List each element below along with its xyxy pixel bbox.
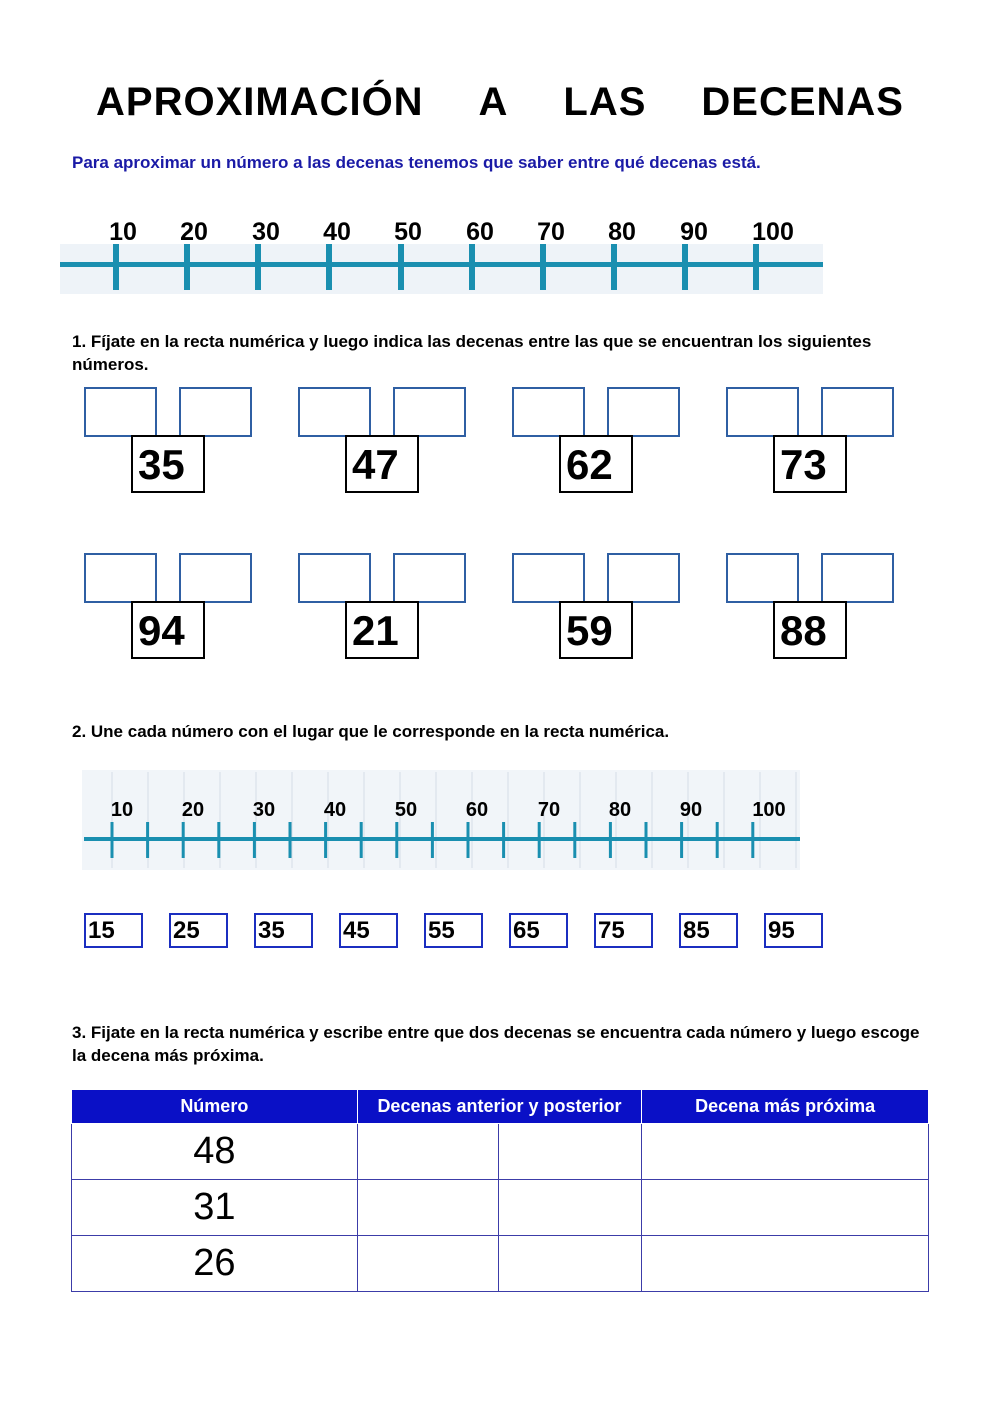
answer-box-lower[interactable] <box>298 387 371 437</box>
exercise-group <box>84 553 254 663</box>
title-word: APROXIMACIÓN <box>96 79 424 124</box>
tick-label: 60 <box>465 799 489 821</box>
answer-cell-upper[interactable] <box>499 1180 642 1236</box>
approximation-table <box>71 1089 929 1292</box>
target-number: 88 <box>773 601 847 659</box>
tick-mark <box>289 822 292 858</box>
draggable-number-box[interactable]: 75 <box>594 913 653 948</box>
header-decena-proxima: Decena más próxima <box>642 1090 929 1124</box>
question-3-text: 3. Fijate en la recta numérica y escribe entre que dos decenas se encuentra cada número y luego escoge la decena más próxima. <box>72 1023 920 1065</box>
answer-box-lower[interactable] <box>726 553 799 603</box>
header-decenas: Decenas anterior y posterior <box>357 1090 642 1124</box>
answer-box-upper[interactable] <box>393 553 466 603</box>
answer-box-upper[interactable] <box>821 387 894 437</box>
draggable-number-box[interactable]: 55 <box>424 913 483 948</box>
answer-box-lower[interactable] <box>298 553 371 603</box>
title-word: DECENAS <box>701 79 904 124</box>
tick-label: 40 <box>323 799 347 821</box>
target-number: 62 <box>559 435 633 493</box>
tick-mark <box>540 244 546 290</box>
table-row <box>72 1124 929 1180</box>
target-number: 94 <box>131 601 205 659</box>
exercise-group <box>84 387 254 497</box>
tick-mark <box>182 822 185 858</box>
question-2-text: 2. Une cada número con el lugar que le corresponde en la recta numérica. <box>72 722 670 741</box>
answer-box-lower[interactable] <box>512 387 585 437</box>
draggable-number-box[interactable]: 95 <box>764 913 823 948</box>
exercise-group <box>298 387 468 497</box>
answer-box-lower[interactable] <box>84 387 157 437</box>
exercise-group <box>726 387 896 497</box>
draggable-number-box[interactable]: 45 <box>339 913 398 948</box>
tick-mark <box>113 244 119 290</box>
tick-mark <box>680 822 683 858</box>
tick-mark <box>360 822 363 858</box>
tick-mark <box>753 244 759 290</box>
answer-cell-nearest[interactable] <box>642 1124 929 1180</box>
draggable-number-box[interactable]: 25 <box>169 913 228 948</box>
answer-cell-nearest[interactable] <box>642 1180 929 1236</box>
title-word: LAS <box>563 79 647 124</box>
row-number: 26 <box>72 1236 358 1292</box>
exercise-group <box>512 553 682 663</box>
tick-label: 10 <box>110 799 134 821</box>
page-title <box>96 78 904 126</box>
tick-mark <box>146 822 149 858</box>
target-number: 47 <box>345 435 419 493</box>
answer-cell-lower[interactable] <box>357 1180 499 1236</box>
tick-label: 80 <box>608 799 632 821</box>
tick-mark <box>751 822 754 858</box>
tick-label: 70 <box>537 218 565 246</box>
answer-box-lower[interactable] <box>726 387 799 437</box>
intro-text: Para aproximar un número a las decenas tenemos que saber entre qué decenas está. <box>72 153 761 172</box>
tick-label: 90 <box>680 218 708 246</box>
tick-mark <box>255 244 261 290</box>
answer-cell-nearest[interactable] <box>642 1236 929 1292</box>
draggable-number-box[interactable]: 85 <box>679 913 738 948</box>
title-word: A <box>478 79 509 124</box>
draggable-number-box[interactable]: 35 <box>254 913 313 948</box>
table-row <box>72 1180 929 1236</box>
axis-line <box>84 837 800 841</box>
tick-mark <box>253 822 256 858</box>
target-number: 35 <box>131 435 205 493</box>
tick-mark <box>431 822 434 858</box>
answer-cell-upper[interactable] <box>499 1236 642 1292</box>
tick-mark <box>502 822 505 858</box>
exercise-group <box>726 553 896 663</box>
tick-label: 100 <box>752 799 786 821</box>
tick-label: 100 <box>752 218 794 246</box>
exercise-group <box>512 387 682 497</box>
tick-mark <box>611 244 617 290</box>
answer-cell-upper[interactable] <box>499 1124 642 1180</box>
tick-mark <box>609 822 612 858</box>
answer-cell-lower[interactable] <box>357 1124 499 1180</box>
header-numero: Número <box>72 1090 358 1124</box>
tick-label: 70 <box>537 799 561 821</box>
tick-mark <box>467 822 470 858</box>
tick-label: 30 <box>252 218 280 246</box>
tick-label: 50 <box>394 218 422 246</box>
tick-mark <box>682 244 688 290</box>
answer-box-upper[interactable] <box>179 387 252 437</box>
answer-cell-lower[interactable] <box>357 1236 499 1292</box>
target-number: 59 <box>559 601 633 659</box>
tick-label: 50 <box>394 799 418 821</box>
tick-mark <box>324 822 327 858</box>
tick-label: 40 <box>323 218 351 246</box>
tick-mark <box>217 822 220 858</box>
draggable-number-box[interactable]: 15 <box>84 913 143 948</box>
row-number: 31 <box>72 1180 358 1236</box>
number-line-1 <box>60 210 825 296</box>
answer-box-upper[interactable] <box>821 553 894 603</box>
target-number: 73 <box>773 435 847 493</box>
answer-box-upper[interactable] <box>607 387 680 437</box>
tick-mark <box>326 244 332 290</box>
answer-box-upper[interactable] <box>607 553 680 603</box>
axis-line <box>60 262 823 267</box>
tick-mark <box>111 822 114 858</box>
row-number: 48 <box>72 1124 358 1180</box>
tick-label: 10 <box>109 218 137 246</box>
number-line-2-svg <box>82 770 802 870</box>
number-line-2 <box>82 770 802 870</box>
draggable-number-box[interactable]: 65 <box>509 913 568 948</box>
tick-mark <box>573 822 576 858</box>
tick-label: 90 <box>679 799 703 821</box>
exercise-group <box>298 553 468 663</box>
number-line-axis <box>60 210 825 296</box>
question-1-text: 1. Fíjate en la recta numérica y luego indica las decenas entre las que se encuentran los siguientes números. <box>72 332 872 374</box>
tick-label: 20 <box>180 218 208 246</box>
answer-box-upper[interactable] <box>179 553 252 603</box>
target-number: 21 <box>345 601 419 659</box>
tick-label: 80 <box>608 218 636 246</box>
tick-mark <box>716 822 719 858</box>
tick-label: 30 <box>252 799 276 821</box>
answer-box-lower[interactable] <box>84 553 157 603</box>
answer-box-lower[interactable] <box>512 553 585 603</box>
table-row <box>72 1236 929 1292</box>
tick-mark <box>184 244 190 290</box>
tick-label: 60 <box>466 218 494 246</box>
table-header-row <box>72 1090 929 1124</box>
tick-mark <box>395 822 398 858</box>
tick-mark <box>538 822 541 858</box>
tick-mark <box>469 244 475 290</box>
tick-mark <box>398 244 404 290</box>
tick-label: 20 <box>181 799 205 821</box>
tick-mark <box>645 822 648 858</box>
answer-box-upper[interactable] <box>393 387 466 437</box>
